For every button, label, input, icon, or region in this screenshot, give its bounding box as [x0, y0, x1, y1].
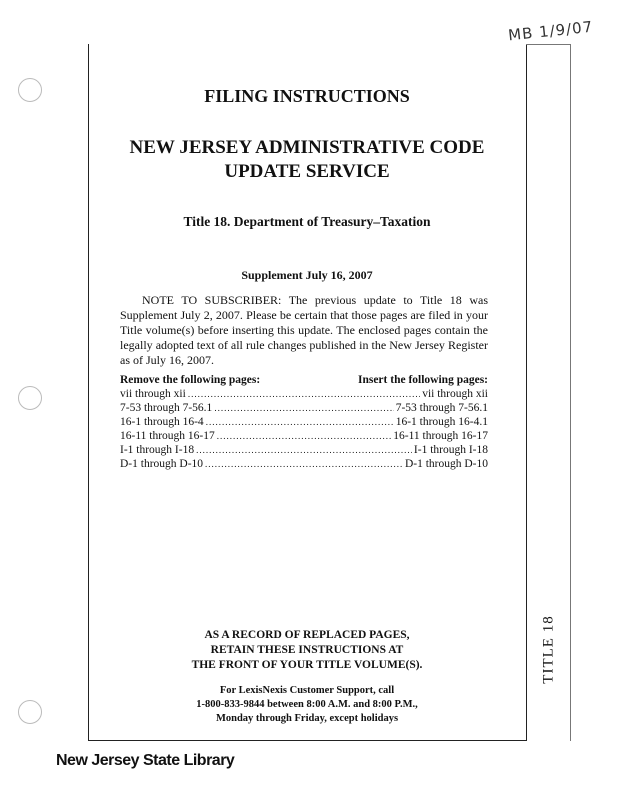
remove-pages: 16-1 through 16-4	[120, 416, 204, 428]
insert-pages: D-1 through D-10	[404, 458, 488, 470]
dot-leader	[206, 415, 394, 429]
record-line: THE FRONT OF YOUR TITLE VOLUME(S).	[191, 659, 423, 671]
punch-hole	[18, 700, 42, 724]
insert-pages: 7-53 through 7-56.1	[395, 402, 488, 414]
record-line: RETAIN THESE INSTRUCTIONS AT	[210, 644, 404, 656]
remove-pages: vii through xii	[120, 388, 186, 400]
remove-header: Remove the following pages:	[120, 374, 261, 386]
tab-divider	[526, 44, 527, 741]
insert-pages: 16-11 through 16-17	[393, 430, 488, 442]
record-line: AS A RECORD OF REPLACED PAGES,	[204, 629, 410, 641]
dot-leader	[214, 401, 393, 415]
table-row	[120, 429, 488, 443]
support-info	[88, 684, 526, 726]
supplement-date: Supplement July 16, 2007	[241, 268, 373, 282]
insert-pages: I-1 through I-18	[413, 444, 488, 456]
code-title-line: UPDATE SERVICE	[224, 161, 390, 182]
tab-edge	[570, 44, 571, 741]
remove-pages: I-1 through I-18	[120, 444, 195, 456]
pages-table	[120, 373, 488, 471]
tab-top-edge	[526, 44, 571, 45]
code-title	[88, 136, 526, 184]
punch-hole	[18, 386, 42, 410]
subscriber-note: NOTE TO SUBSCRIBER: The previous update to Title 18 was Supplement July 2, 2007. Please be certain that those pages are filed in your Title volume(s) before inserting this update. The enclosed pages contain the legally adopted text of all rule changes published in the New Jersey Register as of July 16, 2007.	[120, 293, 488, 367]
dot-leader	[205, 457, 403, 471]
dot-leader	[196, 443, 412, 457]
table-row	[120, 457, 488, 471]
library-stamp: New Jersey State Library	[56, 752, 235, 769]
table-row	[120, 443, 488, 457]
table-row	[120, 401, 488, 415]
remove-pages: 7-53 through 7-56.1	[120, 402, 213, 414]
subject-heading: Title 18. Department of Treasury–Taxation	[183, 214, 431, 229]
remove-pages: D-1 through D-10	[120, 458, 204, 470]
support-phone: 1-800-833-9844 between 8:00 A.M. and 8:00 P.M.,	[196, 699, 418, 710]
handwritten-note: MB 1/9/07	[507, 17, 595, 45]
code-title-line: NEW JERSEY ADMINISTRATIVE CODE	[129, 137, 485, 158]
table-row	[120, 387, 488, 401]
remove-pages: 16-11 through 16-17	[120, 430, 215, 442]
side-tab	[530, 602, 568, 696]
table-row	[120, 415, 488, 429]
insert-header: Insert the following pages:	[357, 374, 488, 386]
support-line: For LexisNexis Customer Support, call	[219, 685, 395, 696]
pages-table-header	[120, 373, 488, 387]
side-tab-label: TITLE 18	[540, 614, 557, 684]
insert-pages: vii through xii	[422, 388, 488, 400]
punch-hole	[18, 78, 42, 102]
dot-leader	[217, 429, 391, 443]
insert-pages: 16-1 through 16-4.1	[395, 416, 488, 428]
page-title: FILING INSTRUCTIONS	[204, 86, 410, 106]
record-notice	[88, 628, 526, 673]
dot-leader	[188, 387, 420, 401]
support-line: Monday through Friday, except holidays	[215, 713, 399, 724]
